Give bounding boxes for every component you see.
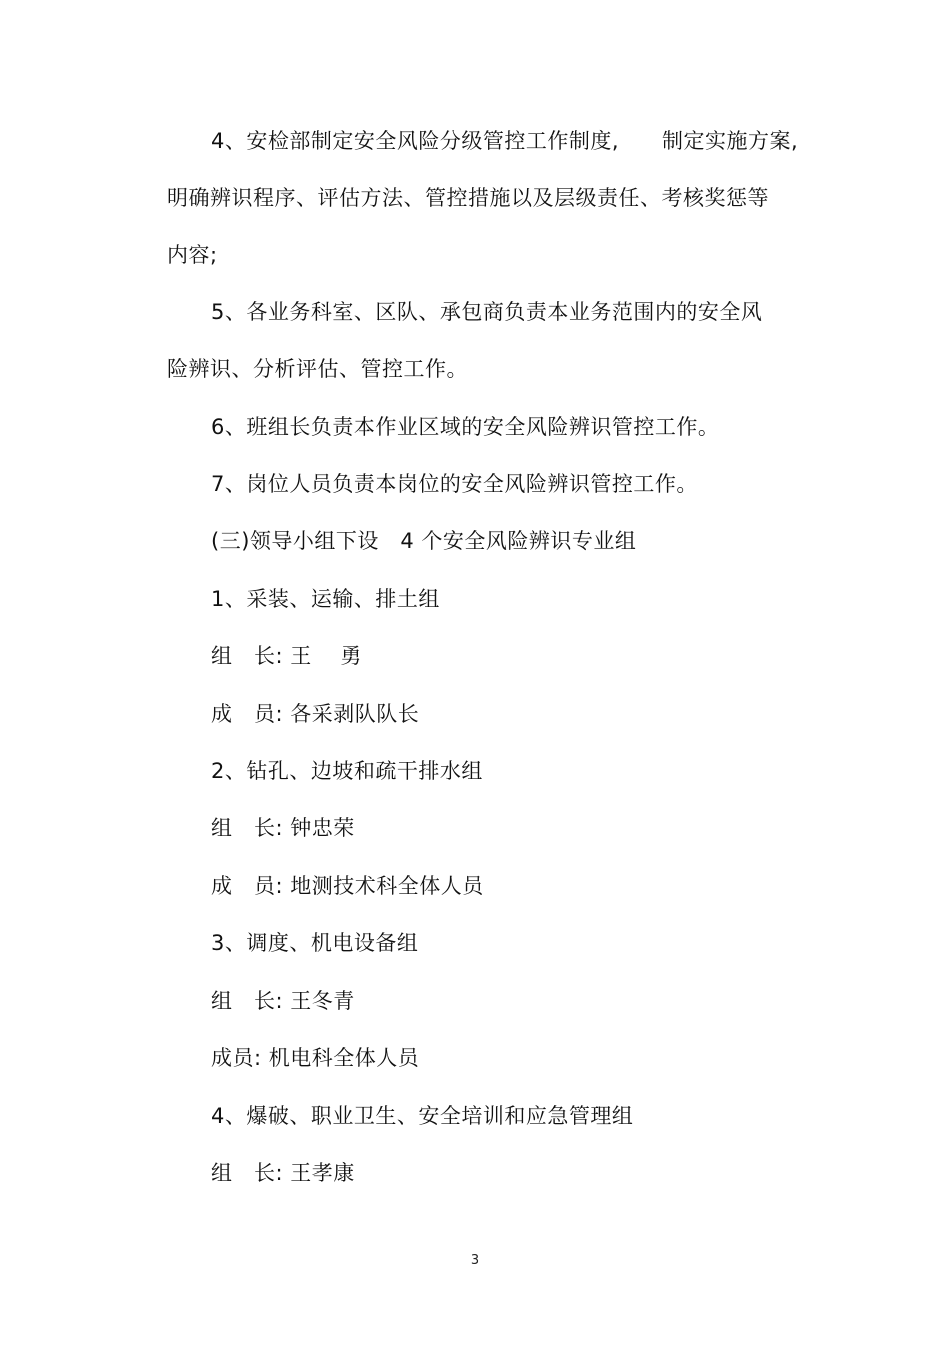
- group-leader: 组 长: 王 勇: [211, 644, 362, 668]
- group-title: 3、调度、机电设备组: [211, 931, 419, 955]
- paragraph-line: 6、班组长负责本作业区域的安全风险辨识管控工作。: [211, 415, 720, 439]
- paragraph-line: 险辨识、分析评估、管控工作。: [167, 357, 468, 381]
- group-title: 2、钻孔、边坡和疏干排水组: [211, 759, 483, 783]
- group-members: 成 员: 地测技术科全体人员: [211, 874, 484, 898]
- group-title: 4、爆破、职业卫生、安全培训和应急管理组: [211, 1104, 634, 1128]
- group-members: 成 员: 各采剥队队长: [211, 702, 420, 726]
- page-number: 3: [470, 1253, 480, 1268]
- paragraph-line: 7、岗位人员负责本岗位的安全风险辨识管控工作。: [211, 472, 698, 496]
- paragraph-line: 明确辨识程序、评估方法、管控措施以及层级责任、考核奖惩等: [167, 186, 769, 210]
- group-members: 成员: 机电科全体人员: [211, 1046, 420, 1070]
- group-leader: 组 长: 王冬青: [211, 989, 355, 1013]
- group-leader: 组 长: 王孝康: [211, 1161, 355, 1185]
- group-leader: 组 长: 钟忠荣: [211, 816, 355, 840]
- paragraph-line: 5、各业务科室、区队、承包商负责本业务范围内的安全风: [211, 300, 763, 324]
- section-heading: (三)领导小组下设 4 个安全风险辨识专业组: [211, 529, 637, 553]
- paragraph-line: 4、安检部制定安全风险分级管控工作制度, 制定实施方案,: [211, 129, 799, 153]
- paragraph-line: 内容;: [167, 243, 218, 267]
- group-title: 1、采装、运输、排土组: [211, 587, 440, 611]
